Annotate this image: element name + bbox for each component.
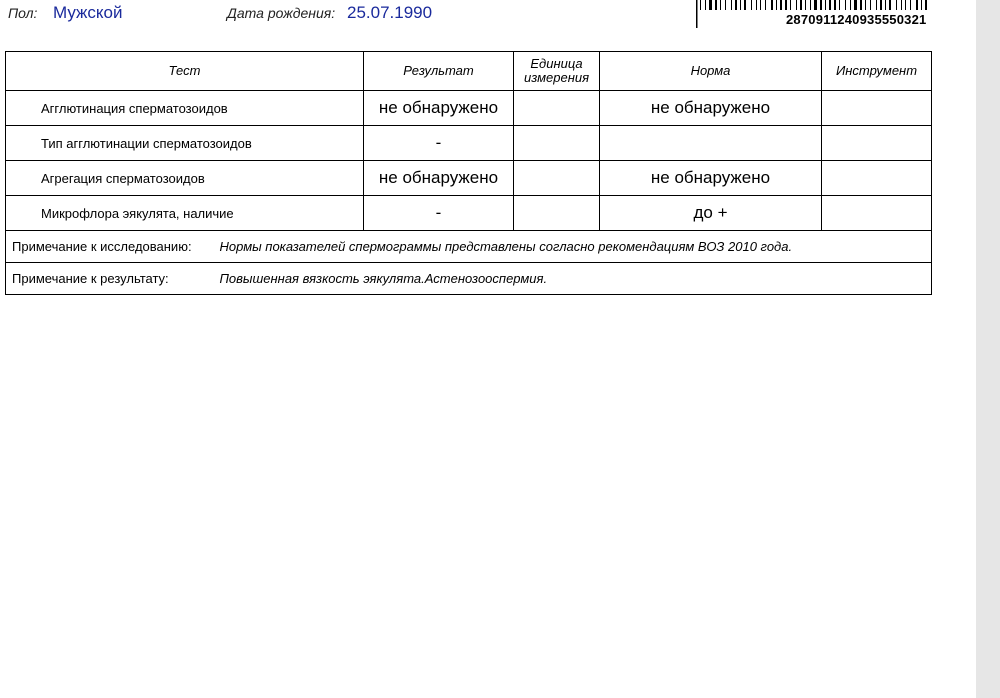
column-header-norm: Норма: [600, 52, 822, 91]
barcode-number: 2870911240935550321: [786, 12, 927, 27]
norm-value: до +: [600, 196, 822, 231]
test-name: Агрегация сперматозоидов: [6, 161, 364, 196]
table-row: [6, 126, 932, 161]
norm-value: не обнаружено: [600, 161, 822, 196]
test-name: Микрофлора эякулята, наличие: [6, 196, 364, 231]
result-value: -: [364, 196, 514, 231]
result-value: не обнаружено: [364, 91, 514, 126]
instrument-value: [822, 161, 932, 196]
dob-label: Дата рождения:: [227, 5, 336, 21]
result-note-label: Примечание к результату:: [6, 263, 364, 295]
result-value: -: [364, 126, 514, 161]
table-row: [6, 196, 932, 231]
sex-value: Мужской: [53, 3, 123, 22]
test-name: Тип агглютинации сперматозоидов: [6, 126, 364, 161]
column-header-unit: [514, 52, 600, 91]
page-edge-strip: [976, 0, 1000, 698]
results-table: [5, 51, 932, 295]
table-row: [6, 161, 932, 196]
result-note-row: [6, 263, 932, 295]
column-header-unit-text: Единица измерения: [523, 56, 590, 85]
result-value: не обнаружено: [364, 161, 514, 196]
table-row: [6, 91, 932, 126]
study-note-text: [219, 231, 932, 263]
instrument-value: [822, 91, 932, 126]
study-note-text-value: Нормы показателей спермограммы представлены согласно рекомендациям ВОЗ 2010 года.: [219, 239, 793, 254]
column-header-instrument: Инструмент: [822, 52, 932, 91]
column-header-test: Тест: [6, 52, 364, 91]
column-header-result: Результат: [364, 52, 514, 91]
norm-value: не обнаружено: [600, 91, 822, 126]
instrument-value: [822, 126, 932, 161]
sex-label: Пол:: [8, 5, 38, 21]
norm-value: [600, 126, 822, 161]
table-header-row: [6, 52, 932, 91]
unit-value: [514, 161, 600, 196]
study-note-row: [6, 231, 932, 263]
instrument-value: [822, 196, 932, 231]
result-note-text-value: Повышенная вязкость эякулята.Астенозооспермия.: [219, 271, 548, 286]
result-note-text: [219, 263, 932, 295]
unit-value: [514, 91, 600, 126]
dob-value: 25.07.1990: [347, 3, 433, 22]
test-name: Агглютинация сперматозоидов: [6, 91, 364, 126]
unit-value: [514, 126, 600, 161]
study-note-label: Примечание к исследованию:: [6, 231, 364, 263]
unit-value: [514, 196, 600, 231]
